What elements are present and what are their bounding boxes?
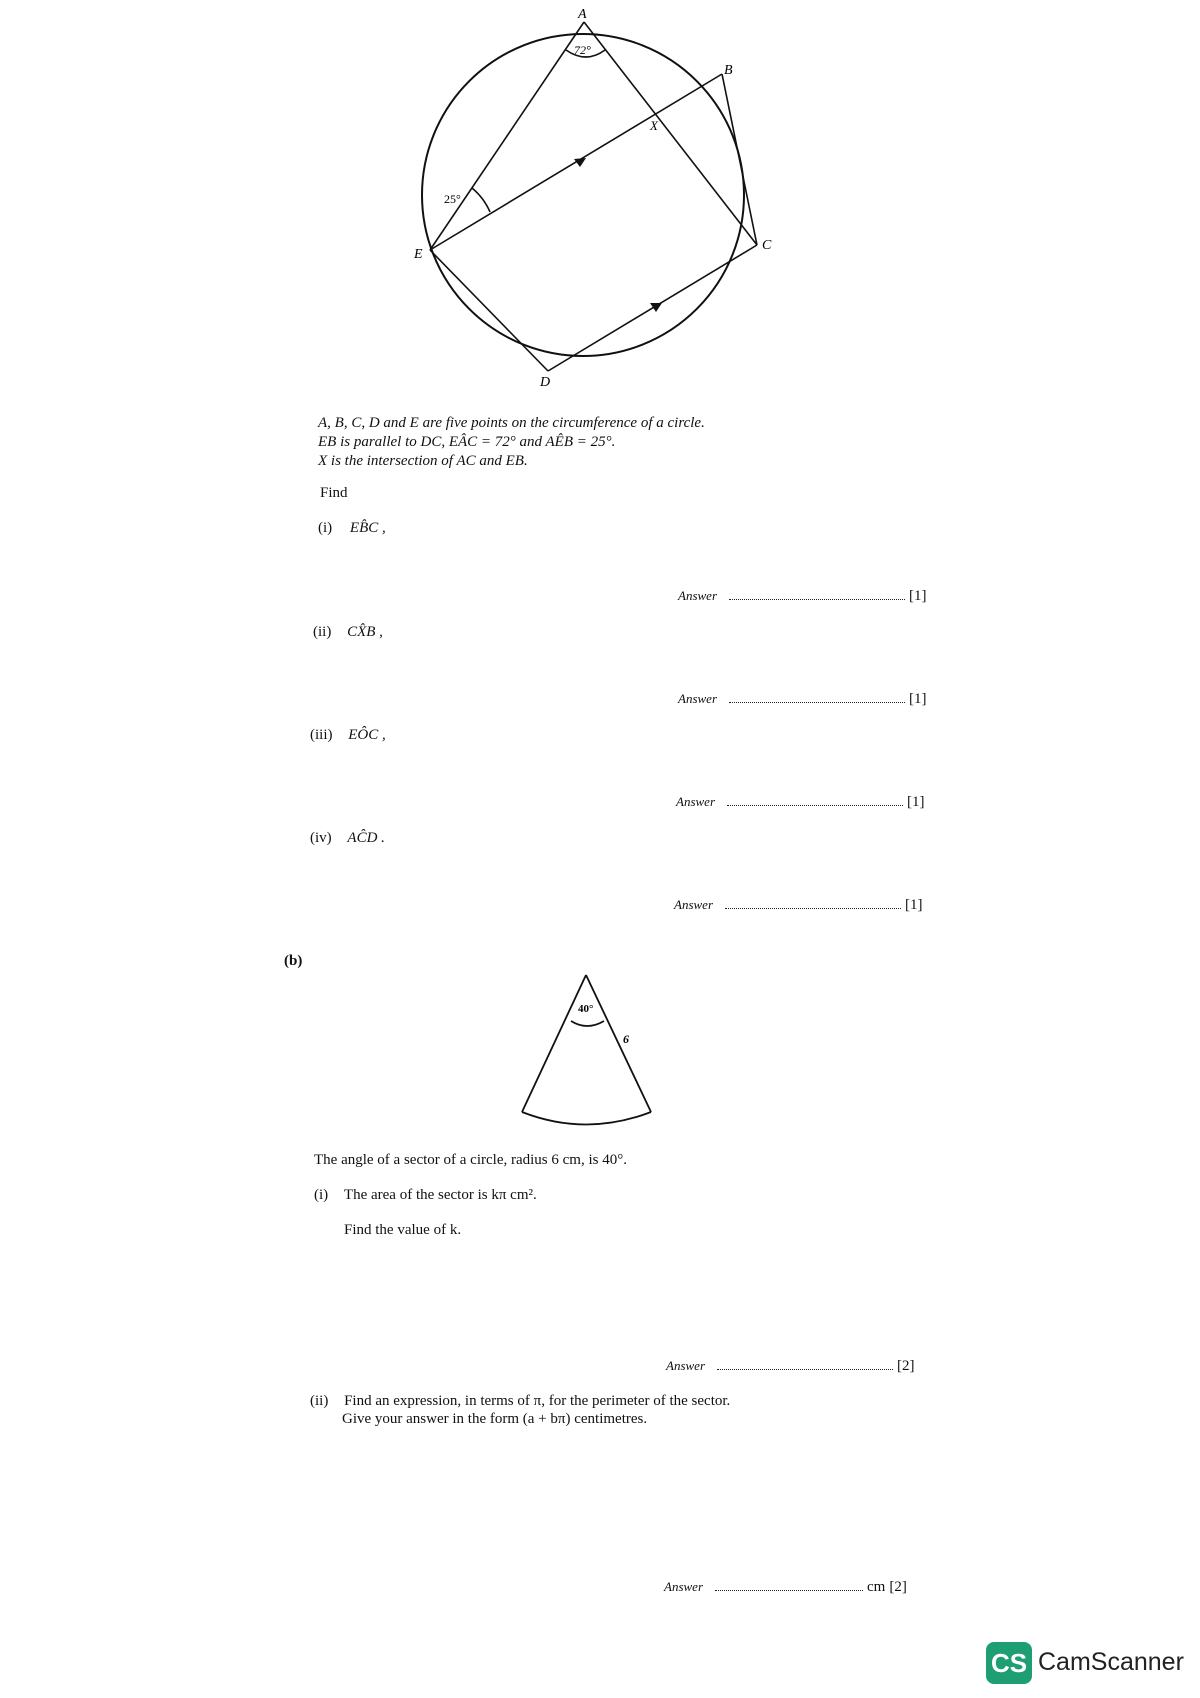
- sector-radius-label: 6: [623, 1032, 629, 1046]
- marks-b-ii: [2]: [889, 1579, 907, 1595]
- part-b-i-find: Find the value of k.: [344, 1222, 462, 1238]
- part-b-ii-text-1: Find an expression, in terms of π, for the perimeter of the sector.: [344, 1393, 731, 1409]
- unit-cm: cm: [867, 1579, 886, 1595]
- circumference: [422, 34, 744, 356]
- marks-iv: [1]: [905, 897, 923, 913]
- label-c: C: [762, 238, 772, 253]
- part-i: [318, 520, 386, 537]
- part-ii-number: (ii): [313, 624, 332, 640]
- part-ii-expression: CX̂B ,: [347, 624, 383, 640]
- part-iv: [310, 830, 385, 847]
- label-a: A: [578, 7, 587, 22]
- answer-line-iv: [674, 896, 923, 914]
- marks-iii: [1]: [907, 794, 925, 810]
- answer-label: Answer: [666, 1358, 705, 1373]
- part-b-i: [314, 1187, 537, 1204]
- chord-dc: [548, 245, 757, 371]
- marks-ii: [1]: [909, 691, 927, 707]
- answer-label: Answer: [676, 794, 715, 809]
- answer-line-i: [678, 587, 927, 605]
- answer-line-b-ii: [664, 1578, 907, 1596]
- chord-ae: [430, 22, 584, 250]
- statement-line-1: A, B, C, D and E are five points on the circumference of a circle.: [318, 415, 705, 431]
- angle-arc-e: [472, 188, 490, 212]
- label-d: D: [540, 375, 551, 390]
- answer-field-iii[interactable]: [727, 805, 903, 806]
- part-b-label: (b): [284, 953, 303, 969]
- chord-bc: [722, 74, 757, 245]
- part-i-expression: EB̂C ,: [349, 520, 386, 536]
- label-e: E: [414, 247, 423, 262]
- angle-e-label: 25°: [444, 192, 461, 206]
- part-ii: [313, 624, 383, 641]
- part-iv-expression: AĈD .: [347, 830, 385, 846]
- part-b-intro: The angle of a sector of a circle, radius 6 cm, is 40°.: [314, 1152, 627, 1168]
- camscanner-logo: CS: [986, 1642, 1032, 1684]
- sector-diagram: [500, 965, 680, 1135]
- label-b: B: [724, 63, 733, 78]
- label-x: X: [650, 118, 658, 133]
- answer-field-b-i[interactable]: [717, 1369, 893, 1370]
- sector-angle-arc: [571, 1021, 604, 1026]
- part-b-ii-text-2: Give your answer in the form (a + bπ) centimetres.: [342, 1411, 648, 1427]
- answer-field-b-ii[interactable]: [715, 1590, 863, 1591]
- answer-field-iv[interactable]: [725, 908, 901, 909]
- sector-arc: [522, 1112, 651, 1125]
- answer-line-iii: [676, 793, 925, 811]
- chord-eb: [430, 74, 722, 250]
- angle-a-label: 72°: [574, 43, 591, 57]
- part-iii: [310, 727, 386, 744]
- camscanner-text: CamScanner: [1038, 1648, 1184, 1676]
- marks-b-i: [2]: [897, 1358, 915, 1374]
- sector-radius-left: [522, 975, 586, 1112]
- part-i-number: (i): [318, 520, 333, 536]
- part-b-ii: [310, 1393, 730, 1410]
- part-b-i-text: The area of the sector is kπ cm².: [343, 1187, 537, 1203]
- statement-line-3: X is the intersection of AC and EB.: [318, 453, 528, 469]
- chord-ed: [430, 250, 548, 371]
- answer-label: Answer: [678, 691, 717, 706]
- answer-line-ii: [678, 690, 927, 708]
- part-b-i-number: (i): [314, 1187, 329, 1203]
- part-b-ii-number: (ii): [310, 1393, 329, 1409]
- answer-field-ii[interactable]: [729, 702, 905, 703]
- statement: [318, 414, 705, 471]
- part-iv-number: (iv): [310, 830, 332, 846]
- statement-line-2: EB is parallel to DC, EÂC = 72° and AÊB = 25°.: [318, 434, 616, 450]
- answer-label: Answer: [664, 1579, 703, 1594]
- part-iii-expression: EÔC ,: [348, 727, 386, 743]
- find-label: Find: [320, 485, 348, 501]
- marks-i: [1]: [909, 588, 927, 604]
- answer-label: Answer: [678, 588, 717, 603]
- answer-label: Answer: [674, 897, 713, 912]
- sector-radius-right: [586, 975, 651, 1112]
- circle-diagram: [400, 0, 800, 400]
- answer-line-b-i: [666, 1357, 915, 1375]
- answer-field-i[interactable]: [729, 599, 905, 600]
- sector-angle-label: 40°: [578, 1003, 594, 1015]
- part-iii-number: (iii): [310, 727, 333, 743]
